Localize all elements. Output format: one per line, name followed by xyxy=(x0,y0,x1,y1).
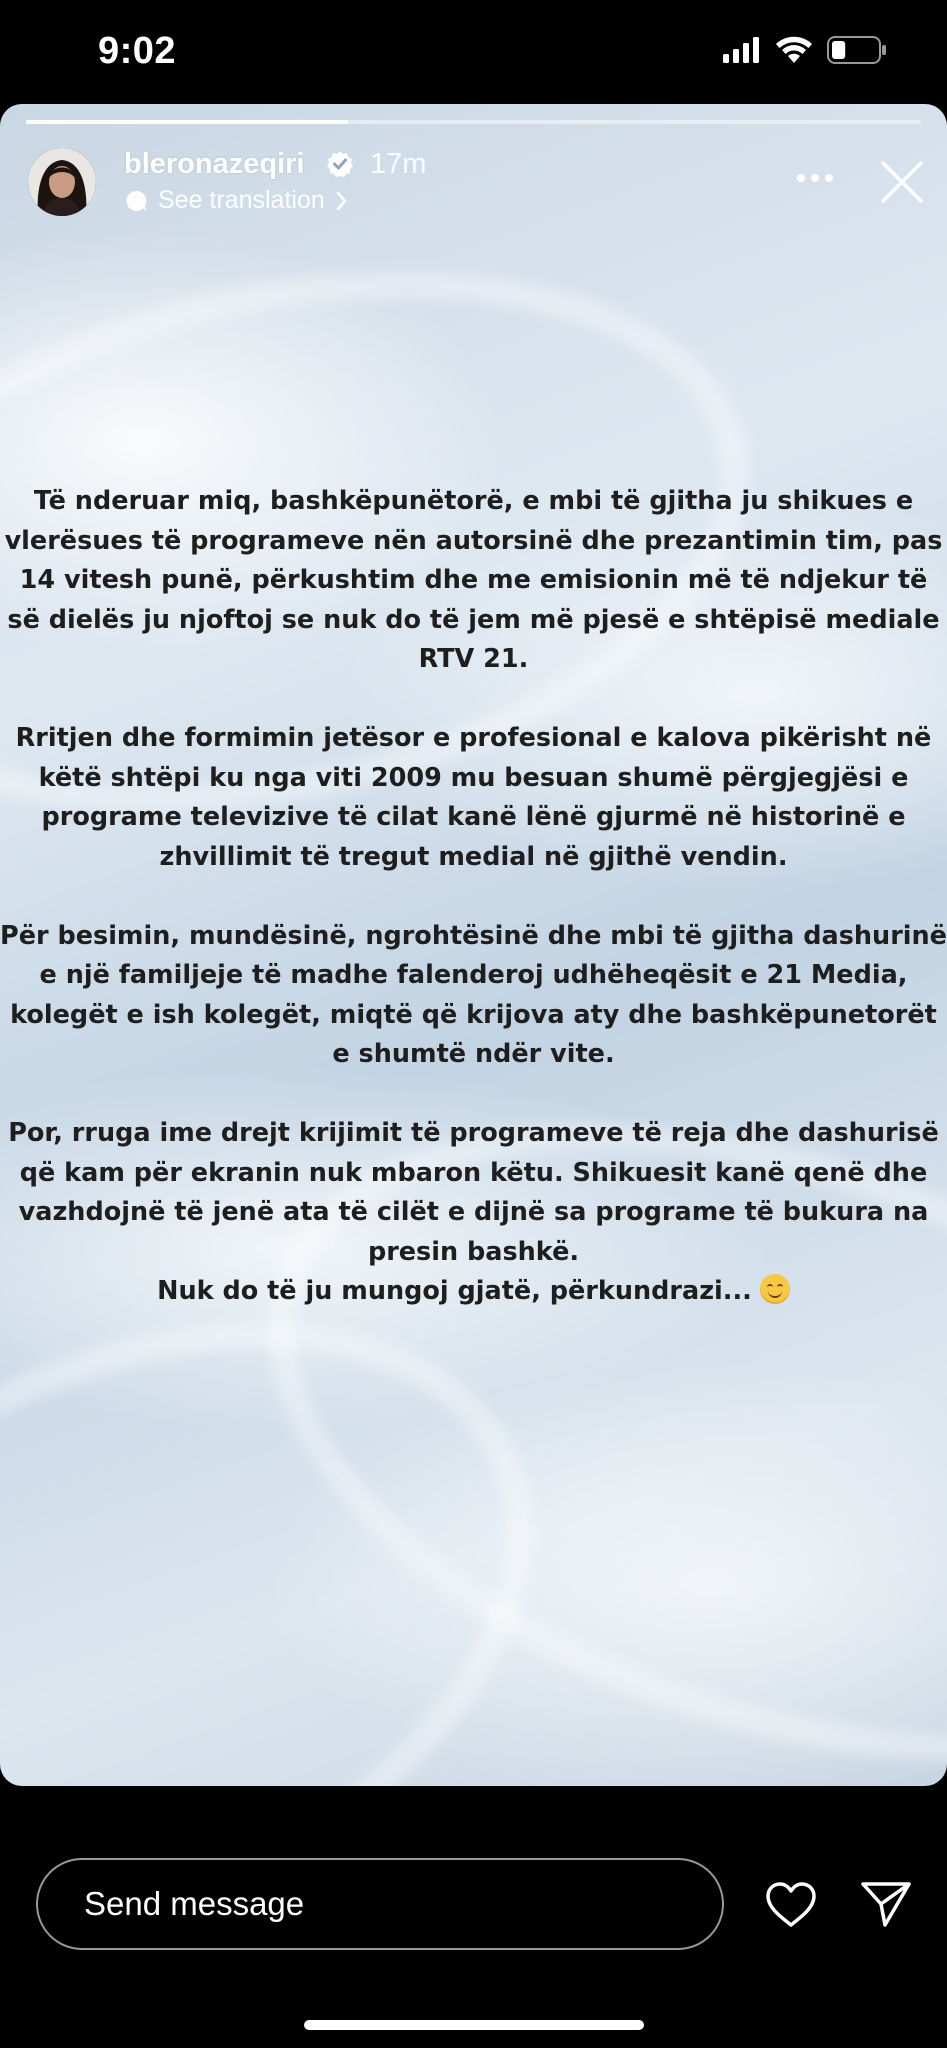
home-indicator[interactable] xyxy=(304,2020,644,2030)
see-translation-label: See translation xyxy=(158,186,325,214)
story-paragraph: Të nderuar miq, bashkëpunëtorë, e mbi të gjitha ju shikues e vlerësues të programeve nën autorsinë dhe prezantimin tim, pas 14 vitesh punë, përkushtim dhe me emisionin më të ndjekur të së dielës ju njoftoj se nuk do të jem më pjesë e shtëpisë mediale RTV 21. xyxy=(4,486,943,674)
story-paragraph: Rritjen dhe formimin jetësor e profesional e kalova pikërisht në këtë shtëpi ku nga viti 2009 mu besuan shumë përgjegjësi e programe televizive të cilat kanë lënë gjurmë në historinë e zhvillimit të tregut medial në gjithë vendin. xyxy=(15,723,932,872)
cellular-signal-icon xyxy=(723,37,761,63)
send-icon xyxy=(860,1879,912,1929)
send-message-input[interactable] xyxy=(36,1858,724,1950)
closing-line: Nuk do të ju mungoj gjatë, përkundrazi... xyxy=(157,1276,752,1306)
bottom-bar xyxy=(0,1786,947,2048)
translation-bubble-icon xyxy=(124,189,148,213)
story-text xyxy=(0,482,947,1312)
close-icon xyxy=(879,159,925,205)
like-button[interactable] xyxy=(762,1879,820,1931)
story-progress-bar xyxy=(26,120,921,124)
story-progress-fill xyxy=(26,120,348,124)
close-button[interactable] xyxy=(874,154,930,210)
see-translation-link[interactable] xyxy=(124,186,349,215)
story-header xyxy=(0,140,947,230)
battery-icon xyxy=(827,36,887,64)
heart-icon xyxy=(764,1881,818,1929)
verified-badge-icon xyxy=(326,150,354,178)
story-timestamp: 17m xyxy=(370,148,427,180)
status-time: 9:02 xyxy=(98,30,177,72)
avatar[interactable] xyxy=(28,148,96,216)
chevron-right-icon xyxy=(335,190,349,212)
send-button[interactable] xyxy=(858,1876,914,1932)
more-dots-icon xyxy=(795,173,835,183)
story-paragraph: Për besimin, mundësinë, ngrohtësinë dhe mbi të gjitha dashurinë e një familjeje të madhe falenderoj udhëheqësit e 21 Media, kolegët e ish kolegët, miqtë që krijova aty dhe bashkëpunetorët e shumtë ndër vite. xyxy=(0,920,947,1069)
more-options-button[interactable] xyxy=(790,158,840,198)
status-icons xyxy=(723,36,887,64)
story-paragraph xyxy=(0,1114,947,1312)
username[interactable]: bleronazeqiri xyxy=(124,148,305,180)
story-paragraph-text: Por, rruga ime drejt krijimit të programeve të reja dhe dashurisë që kam për ekranin nuk mbaron këtu. Shikuesit kanë qenë dhe vazhdojnë të jenë ata të cilët e dijnë sa programe të bukura na presin bashkë. xyxy=(8,1118,939,1267)
wifi-icon xyxy=(775,36,813,64)
story-card[interactable] xyxy=(0,104,947,1786)
status-bar xyxy=(0,0,947,104)
smiling-face-emoji-icon xyxy=(760,1274,790,1304)
